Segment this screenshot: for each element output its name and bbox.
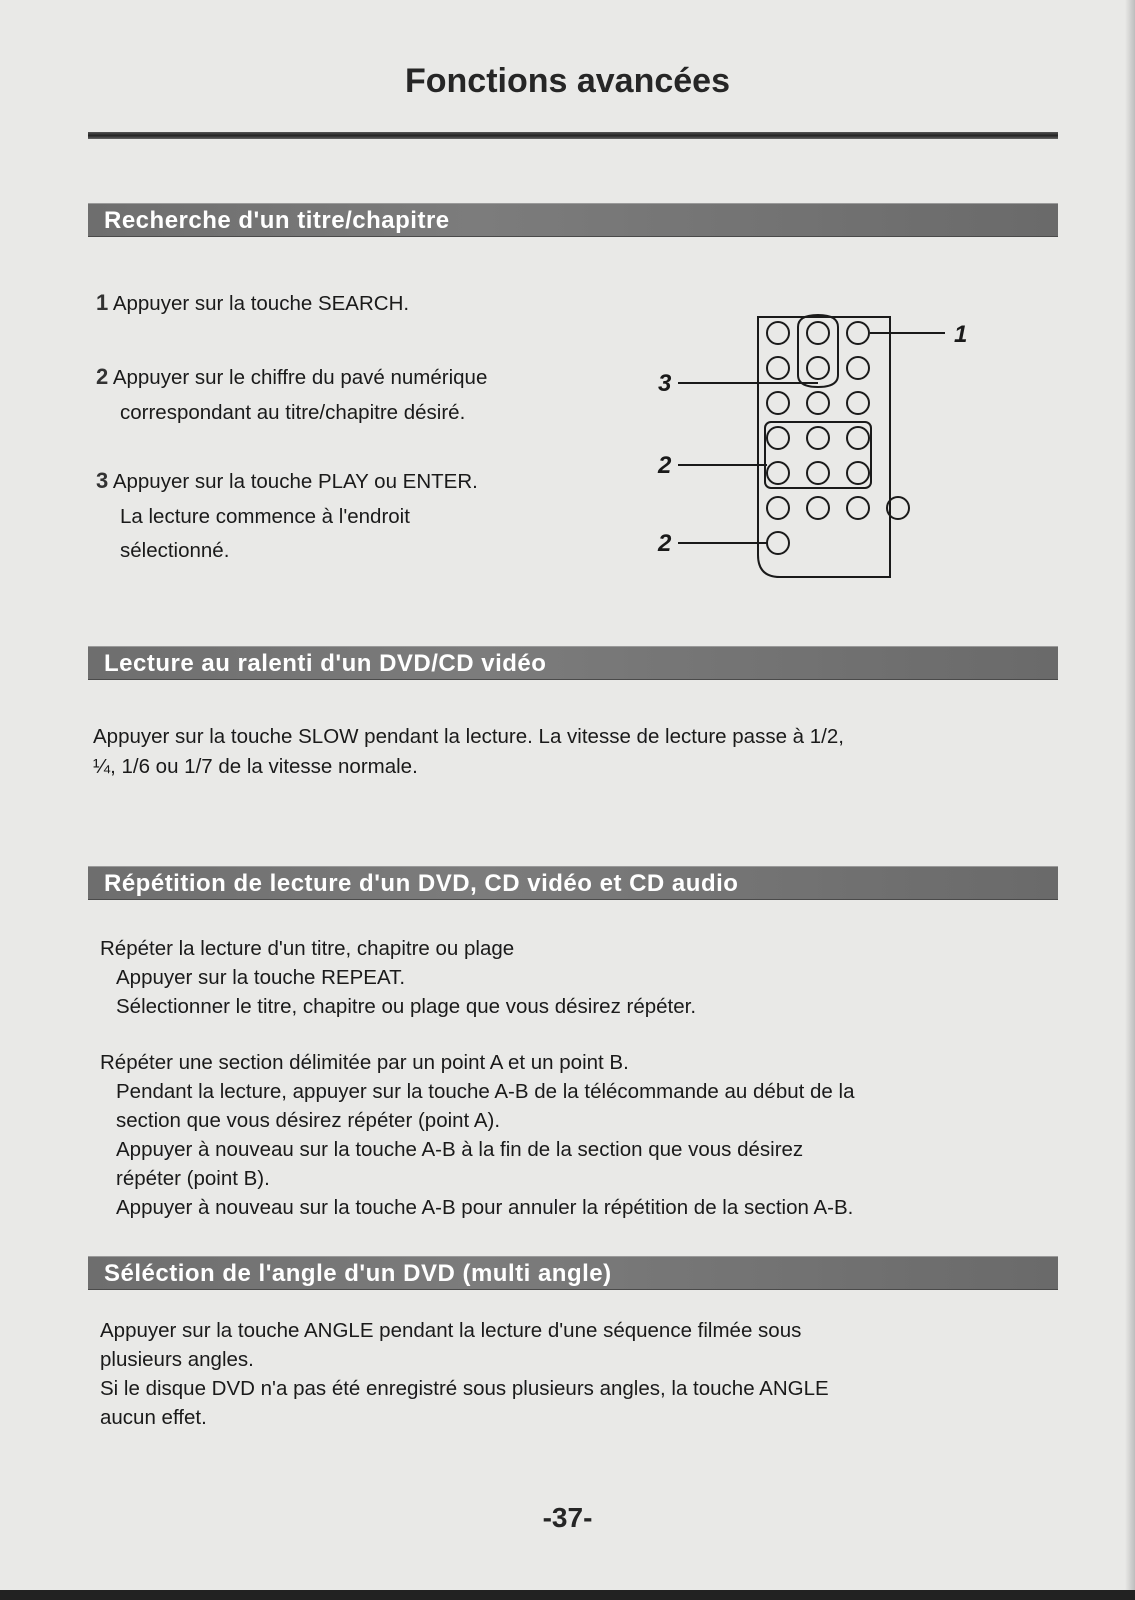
angle-line-3: Si le disque DVD n'a pas été enregistré sous plusieurs angles, la touche ANGLE	[100, 1377, 829, 1400]
search-step-2-line-2: correspondant au titre/chapitre désiré.	[120, 401, 466, 424]
remote-button	[767, 357, 789, 379]
step-text: Appuyer sur le chiffre du pavé numérique	[112, 366, 488, 389]
page-number: -37-	[542, 1502, 593, 1533]
step-number: 2	[96, 364, 109, 389]
angle-line-2: plusieurs angles.	[100, 1348, 254, 1371]
step-number: 3	[96, 468, 109, 493]
slow-line-2: ¼, 1/6 ou 1/7 de la vitesse normale.	[93, 755, 418, 778]
remote-button	[847, 322, 869, 344]
section-title: Recherche d'un titre/chapitre	[104, 207, 450, 234]
remote-button	[767, 322, 789, 344]
remote-search-key-outline	[798, 315, 838, 387]
search-step-1	[96, 288, 409, 318]
repeat-line-1: Répéter la lecture d'un titre, chapitre ou plage	[100, 937, 515, 960]
repeat-line-9: Appuyer à nouveau sur la touche A-B pour annuler la répétition de la section A-B.	[116, 1196, 854, 1219]
remote-control-diagram	[640, 305, 1000, 595]
repeat-line-2: Appuyer sur la touche REPEAT.	[116, 966, 406, 989]
repeat-line-6: section que vous désirez répéter (point A).	[116, 1109, 501, 1132]
remote-button	[807, 462, 829, 484]
callout-label-1: 1	[954, 321, 968, 348]
remote-button	[807, 357, 829, 379]
repeat-line-4: Répéter une section délimitée par un point A et un point B.	[100, 1051, 629, 1074]
search-step-3	[96, 466, 478, 496]
remote-button	[767, 392, 789, 414]
scan-bottom-border	[0, 1590, 1135, 1600]
section-header-search	[88, 203, 1058, 237]
slow-line-1: Appuyer sur la touche SLOW pendant la lecture. La vitesse de lecture passe à 1/2,	[93, 725, 844, 748]
remote-button	[807, 322, 829, 344]
repeat-line-3: Sélectionner le titre, chapitre ou plage que vous désirez répéter.	[116, 995, 697, 1018]
step-text: Appuyer sur la touche SEARCH.	[112, 292, 410, 315]
step-text: Appuyer sur la touche PLAY ou ENTER.	[112, 470, 478, 493]
search-step-3-line-3: sélectionné.	[120, 539, 230, 562]
step-number: 1	[96, 290, 109, 315]
search-step-3-line-2: La lecture commence à l'endroit	[120, 505, 410, 528]
callout-label-2b: 2	[658, 530, 672, 557]
section-header-angle	[88, 1256, 1058, 1290]
section-title: Répétition de lecture d'un DVD, CD vidéo et CD audio	[104, 870, 739, 897]
callout-label-3: 3	[658, 370, 672, 397]
section-header-slow	[88, 646, 1058, 680]
page-edge-shadow	[1125, 0, 1135, 1600]
page-title: Fonctions avancées	[404, 62, 730, 100]
section-title: Lecture au ralenti d'un DVD/CD vidéo	[104, 650, 547, 677]
remote-button	[847, 427, 869, 449]
remote-keypad-outline	[765, 422, 871, 488]
repeat-line-8: répéter (point B).	[116, 1167, 270, 1190]
search-step-2	[96, 362, 487, 392]
remote-button	[807, 392, 829, 414]
angle-line-1: Appuyer sur la touche ANGLE pendant la lecture d'une séquence filmée sous	[100, 1319, 802, 1342]
callout-label-2a: 2	[658, 452, 672, 479]
remote-button	[807, 427, 829, 449]
repeat-line-5: Pendant la lecture, appuyer sur la touche A-B de la télécommande au début de la	[116, 1080, 855, 1103]
remote-button	[807, 497, 829, 519]
section-header-repeat	[88, 866, 1058, 900]
title-rule	[88, 132, 1058, 139]
angle-line-4: aucun effet.	[100, 1406, 207, 1429]
remote-button	[847, 462, 869, 484]
remote-button	[847, 497, 869, 519]
remote-button	[847, 357, 869, 379]
remote-button	[767, 497, 789, 519]
section-title: Séléction de l'angle d'un DVD (multi angle)	[104, 1260, 612, 1287]
remote-button	[767, 462, 789, 484]
remote-button	[767, 427, 789, 449]
remote-button	[847, 392, 869, 414]
remote-button	[767, 532, 789, 554]
repeat-line-7: Appuyer à nouveau sur la touche A-B à la fin de la section que vous désirez	[116, 1138, 804, 1161]
